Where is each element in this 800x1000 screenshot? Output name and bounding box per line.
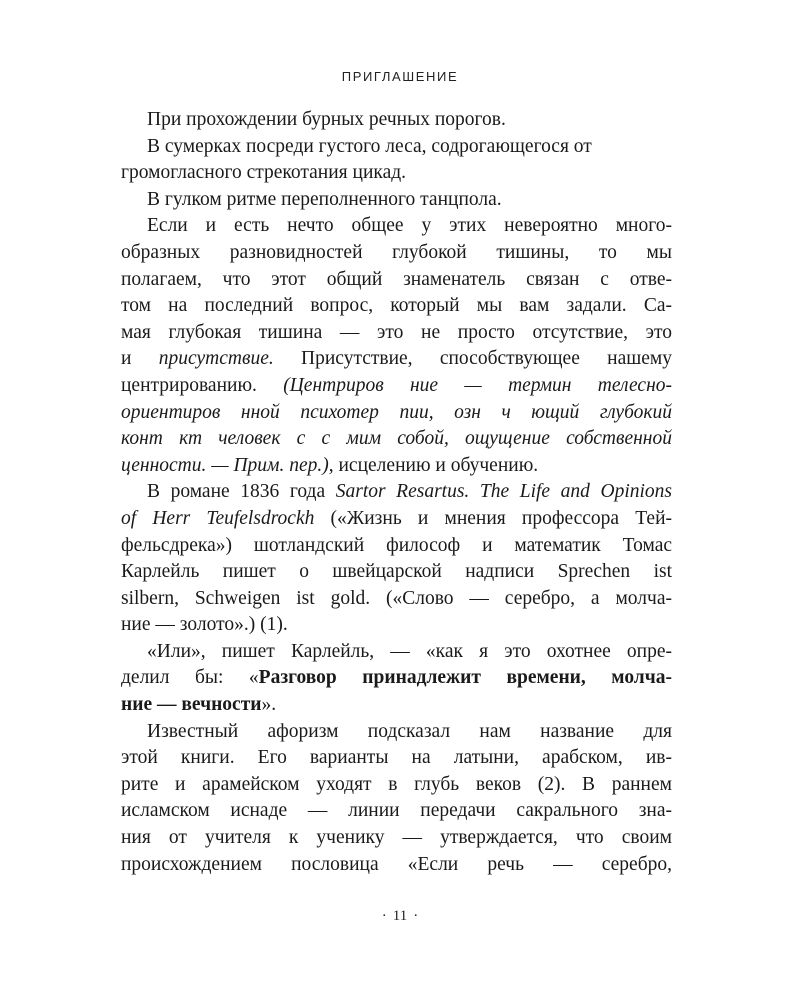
text-run: , исцелению и обучению. bbox=[328, 454, 539, 476]
text-run: («Жизнь и мнения профессора Тей- bbox=[314, 507, 672, 529]
text-line: silbern, Schweigen ist gold. («Слово — серебро, а молча- bbox=[121, 587, 672, 609]
text-line: том на последний вопрос, который мы вам задали. Са- bbox=[121, 295, 672, 317]
text-line bbox=[121, 373, 672, 400]
text-line: При прохождении бурных речных порогов. bbox=[147, 109, 506, 130]
text-line: рите и арамейском уходят в глубь веков (2). В раннем bbox=[121, 773, 672, 795]
text-line: громогласного стрекотания цикад. bbox=[121, 162, 407, 184]
text-line: фельсдрека») шотландский философ и математик Томас bbox=[121, 534, 672, 556]
text-line bbox=[121, 400, 672, 427]
page-number-dot-right: · bbox=[413, 908, 419, 924]
text-run: центрированию. bbox=[121, 374, 284, 396]
text-line: происхождением пословица «Если речь — серебро, bbox=[121, 853, 672, 875]
text-run: делил бы: « bbox=[121, 667, 259, 689]
text-line: ние — золото».) (1). bbox=[121, 614, 288, 636]
translator-note: конт кт человек с с мим собой, ощущение собственной bbox=[121, 428, 672, 450]
text-run: Присутствие, способствующее нашему bbox=[273, 348, 673, 370]
text-line: В гулком ритме переполненного танцпола. bbox=[147, 188, 502, 210]
text-line: мая глубокая тишина — это не просто отсутствие, это bbox=[121, 321, 672, 343]
text-line: В сумерках посреди густого леса, содрогающегося от bbox=[147, 135, 592, 157]
translator-note: (Центриров ние — термин телесно- bbox=[283, 374, 672, 396]
text-line bbox=[121, 346, 672, 373]
text-line bbox=[121, 479, 672, 506]
text-line bbox=[121, 692, 672, 719]
text-line: исламском иснаде — линии передачи сакрального зна- bbox=[121, 800, 672, 822]
book-title: Sartor Resartus. The Life and Opinions bbox=[335, 481, 672, 503]
running-header: ПРИГЛАШЕНИЕ bbox=[341, 69, 459, 84]
text-line: Если и есть нечто общее у этих невероятно много- bbox=[147, 215, 672, 237]
text-line bbox=[121, 665, 672, 692]
text-line: образных разновидностей глубокой тишины, то мы bbox=[121, 241, 672, 263]
page-number bbox=[0, 908, 800, 925]
text-line: «Или», пишет Карлейль, — «как я это охотнее опре- bbox=[147, 640, 672, 662]
page-number-dot-left: · bbox=[381, 908, 387, 924]
text-line: Карлейль пишет о швейцарской надписи Sprechen ist bbox=[121, 561, 672, 583]
text-line: полагаем, что этот общий знаменатель связан с отве- bbox=[121, 268, 672, 290]
text-line: этой книги. Его варианты на латыни, арабском, ив- bbox=[121, 747, 672, 769]
bold-quote: ние — вечности bbox=[121, 694, 262, 716]
text-run: и bbox=[121, 348, 159, 370]
text-run: В романе 1836 года bbox=[147, 481, 336, 503]
translator-note: ориентиров нной психотер пии, озн ч ющий глубокий bbox=[121, 401, 672, 423]
book-title: of Herr Teufelsdrockh bbox=[121, 507, 315, 529]
text-line bbox=[121, 506, 672, 533]
text-run: ». bbox=[261, 694, 277, 716]
translator-note: ценности. — Прим. пер.) bbox=[121, 454, 329, 476]
page-number-value: 11 bbox=[392, 908, 408, 924]
italic-term: присутствие. bbox=[158, 348, 274, 370]
text-line: ния от учителя к ученику — утверждается, что своим bbox=[121, 827, 672, 849]
text-line: Известный афоризм подсказал нам название для bbox=[147, 720, 672, 742]
text-line bbox=[121, 453, 672, 480]
body-text bbox=[121, 107, 672, 878]
text-line bbox=[121, 426, 672, 453]
bold-quote: Разговор принадлежит времени, молча- bbox=[258, 667, 672, 689]
